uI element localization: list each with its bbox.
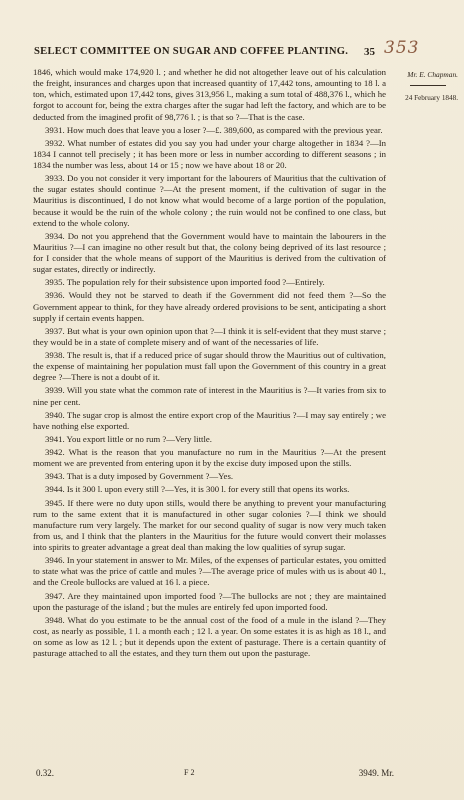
testimony-body [33, 67, 386, 661]
testimony-paragraph: 3935. The population rely for their subsistence upon imported food ?—Entirely. [45, 277, 325, 288]
testimony-paragraph: 1846, which would make 174,920 l. ; and whether he did not altogether leave out of his calculation the freight, insurances and charges upon that increased quantity of 17,442 tons, amounting to 18 l. a ton, which, estimated upon 17,442 tons, gives 313,956 l., making a sum total of 488,376 l., which he forgot to account for, being the extra charges after the sugar had left the factory, and which are to be deducted from the imagined profit of 98,776 l. ; is that so ?—That is the case. [33, 67, 386, 122]
testimony-paragraph: 3943. That is a duty imposed by Government ?—Yes. [45, 471, 234, 482]
footer-signature-mark: 0.32. [36, 768, 54, 778]
running-title: SELECT COMMITTEE ON SUGAR AND COFFEE PLANTING. [34, 46, 349, 57]
testimony-paragraph: 3932. What number of estates did you say you had under your charge altogether in 1834 ?—In 1834 I cannot tell precisely ; it has been more or less in number according to different seasons ; in 1834 the number was less, about 14 or 15 ; now we have about 18 or 20. [33, 137, 386, 170]
witness-name: Mr. E. Chapman. [407, 70, 458, 79]
testimony-paragraph: 3931. How much does that leave you a loser ?—£. 389,600, as compared with the previous year. [45, 124, 383, 135]
testimony-paragraph: 3944. Is it 300 l. upon every still ?—Yes, it is 300 l. for every still that opens its works. [45, 484, 350, 495]
testimony-paragraph: 3948. What do you estimate to be the annual cost of the food of a mule in the island ?—They cost, as nearly as possible, 1 l. a month each ; 12 l. a year. On some estates it is as high as 18 l., and on some as low as 12 l. ; but it depends upon the extent of pasturage. There is a certain quantity of pasturage attached to all the estates, and they turn them out upon the pasturage. [33, 614, 386, 659]
testimony-paragraph: 3941. You export little or no rum ?—Very little. [45, 433, 212, 444]
testimony-date: 24 February 1848. [405, 94, 458, 102]
margin-rule [410, 85, 446, 86]
testimony-paragraph: 3936. Would they not be starved to death if the Government did not feed them ?—So the Government appear to think, for they have already ordered provisions to be sent, anticipating a short supply if certain events happen. [33, 290, 386, 323]
testimony-paragraph: 3945. If there were no duty upon stills, would there be anything to prevent your manufacturing rum to the same extent that it is manufactured in other sugar colonies ?—I think we should manufacture rum very largely. The market for our second quality of sugar is now very much taken from us, and I think that the planters in the Mauritius for the future would convert their molasses into spirits to greater advantage a great deal than making the low qualities of syrup sugar. [33, 497, 386, 552]
testimony-paragraph: 3938. The result is, that if a reduced price of sugar should throw the Mauritius out of cultivation, the expense of maintaining her population must fall upon the Government of this country in a great degree ?—There is not a doubt of it. [33, 350, 386, 383]
testimony-paragraph: 3946. In your statement in answer to Mr. Miles, of the expenses of particular estates, you omitted to state what was the price of cattle and mules ?—The average price of mules with us is about 40 l., and the Creole bullocks are valued at 16 l. a piece. [33, 555, 386, 588]
page-number: 35 [364, 46, 375, 58]
testimony-paragraph: 3937. But what is your own opinion upon that ?—I think it is self-evident that they must starve ; they would be in a state of complete misery and of want of the necessaries of life. [33, 325, 386, 347]
page-footer [36, 768, 394, 782]
page-header [34, 38, 434, 62]
testimony-paragraph: 3940. The sugar crop is almost the entire export crop of the Mauritius ?—I may say entirely ; we have nothing else exported. [33, 409, 386, 431]
footer-gathering-mark: F 2 [184, 768, 195, 777]
testimony-paragraph: 3942. What is the reason that you manufacture no rum in the Mauritius ?—At the present moment we are prevented from entering upon it by the excise duty imposed upon the stills. [33, 447, 386, 469]
testimony-paragraph: 3934. Do not you apprehend that the Government would have to maintain the labourers in the Mauritius ?—I can imagine no other result but that, the colony being deprived of its last resource ; for I consider that the whole means of support of the Mauritius is derived from the cultivation of sugar estates, directly or indirectly. [33, 230, 386, 275]
testimony-paragraph: 3933. Do you not consider it very important for the labourers of Mauritius that the cultivation of the sugar estates should continue ?—At the present moment, if the cultivation of sugar in the Mauritius is discontinued, I do not know what would become of a large portion of the population, because it would be the ruin of the whole colony ; the ruin would not be confined to one class, but extend to the whole colony. [33, 173, 386, 228]
handwritten-page-number: 353 [384, 38, 420, 58]
testimony-paragraph: 3939. Will you state what the common rate of interest in the Mauritius is ?—It varies from six to nine per cent. [33, 385, 386, 407]
testimony-paragraph: 3947. Are they maintained upon imported food ?—The bullocks are not ; they are maintained upon the pasturage of the island ; but the mules are entirely fed upon imported food. [33, 590, 386, 612]
footer-catchword: 3949. Mr. [358, 768, 394, 778]
